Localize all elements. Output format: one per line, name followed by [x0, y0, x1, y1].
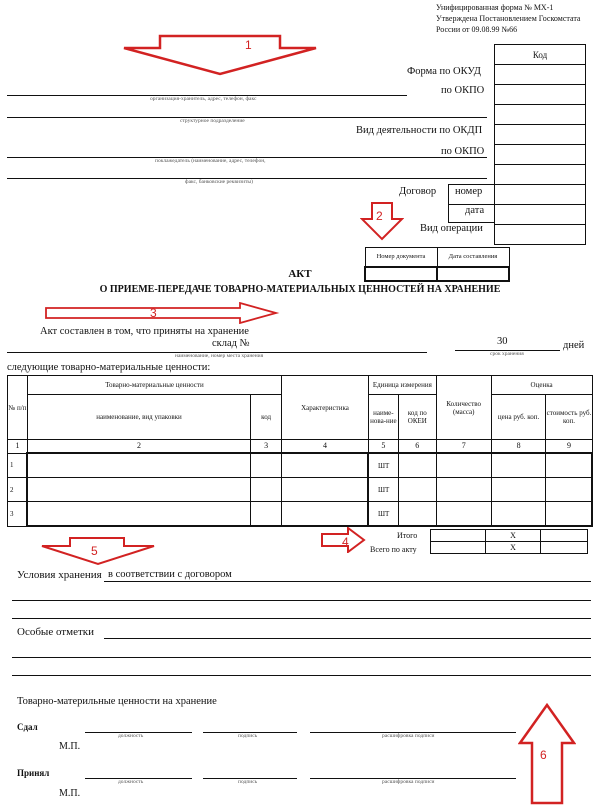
- code-okdp[interactable]: [495, 125, 586, 145]
- col-code-header: код: [251, 395, 282, 440]
- annotation-1: 1: [245, 38, 252, 52]
- position-caption: должность: [118, 733, 144, 739]
- annotation-2: 2: [376, 209, 383, 223]
- warehouse-label: склад №: [212, 338, 250, 349]
- form-line-1: Унифицированная форма № МХ-1: [436, 3, 554, 12]
- col-num-header: № п/п: [8, 376, 28, 440]
- code-contract-date[interactable]: [495, 205, 586, 225]
- notes-line[interactable]: [104, 638, 591, 639]
- received-label: Принял: [17, 768, 50, 778]
- org-caption: организация-хранитель, адрес, телефон, факс: [150, 96, 257, 102]
- arrow-down-icon: [38, 536, 158, 566]
- cell-cost[interactable]: [546, 453, 592, 478]
- okpo2-label: по ОКПО: [441, 146, 485, 157]
- col-number: 9: [546, 440, 592, 454]
- col-number: 6: [398, 440, 436, 454]
- cell-name[interactable]: [27, 502, 250, 527]
- column-number-row: [8, 440, 593, 454]
- storage-line-3[interactable]: [12, 618, 591, 619]
- cell-char[interactable]: [282, 502, 369, 527]
- row-number: 2: [8, 478, 28, 502]
- totals-table: [430, 529, 588, 554]
- col-number: 5: [368, 440, 398, 454]
- cell-qty[interactable]: [436, 478, 491, 502]
- table-row: [8, 453, 593, 478]
- goods-table: [7, 375, 593, 527]
- code-table: [494, 44, 586, 245]
- cell-code[interactable]: [251, 478, 282, 502]
- division-line[interactable]: [7, 117, 487, 118]
- cell-price[interactable]: [491, 478, 546, 502]
- col-okei-header: код по ОКЕИ: [398, 395, 436, 440]
- col-number: 8: [491, 440, 546, 454]
- col-price-header: цена руб. коп.: [491, 395, 546, 440]
- group-eval-header: Оценка: [491, 376, 592, 395]
- col-char-header: Характеристика: [282, 376, 369, 440]
- cell-code[interactable]: [251, 453, 282, 478]
- storage-line: [104, 581, 591, 582]
- cell-char[interactable]: [282, 478, 369, 502]
- cell-cost[interactable]: [546, 478, 592, 502]
- contract-label: Договор: [399, 186, 437, 197]
- total-act-label: Всего по акту: [370, 545, 417, 554]
- depositor-caption: поклажедатель (наименование, адрес, телефон,: [155, 158, 266, 164]
- cell-price[interactable]: [491, 502, 546, 527]
- bank-caption: факс, банковские реквизиты): [185, 179, 253, 185]
- cell-unit[interactable]: ШТ: [368, 478, 398, 502]
- code-header: Код: [495, 45, 586, 65]
- decoding-caption: расшифровка подписи: [382, 779, 435, 785]
- okdp-label: Вид деятельности по ОКДП: [356, 125, 483, 136]
- form-line-2: Утверждена Постановлением Госкомстата: [436, 14, 581, 23]
- notes-line-3[interactable]: [12, 675, 591, 676]
- arrow-right-icon: [44, 302, 280, 324]
- act-subtitle: О ПРИЕМЕ-ПЕРЕДАЧЕ ТОВАРНО-МАТЕРИАЛЬНЫХ ЦЕННОСТЕЙ НА ХРАНЕНИЕ: [99, 284, 501, 295]
- operation-label: Вид операции: [420, 223, 483, 234]
- row-number: 1: [8, 453, 28, 478]
- storage-term-caption: срок хранения: [490, 351, 524, 357]
- code-contract-number[interactable]: [495, 185, 586, 205]
- notes-line-2[interactable]: [12, 657, 591, 658]
- col-unit-name-header: наиме-нова-ние: [368, 395, 398, 440]
- cell-code[interactable]: [251, 502, 282, 527]
- total-act-qty[interactable]: [431, 542, 486, 554]
- signatures-heading: Товарно-материльные ценности на хранение: [17, 696, 217, 707]
- notes-label: Особые отметки: [17, 626, 94, 638]
- cell-qty[interactable]: [436, 453, 491, 478]
- cell-unit[interactable]: ШТ: [368, 502, 398, 527]
- okud-label: Форма по ОКУД: [407, 66, 481, 77]
- doc-number-header: Номер документа: [365, 248, 437, 268]
- col-number: 4: [282, 440, 369, 454]
- cell-okei[interactable]: [398, 478, 436, 502]
- code-okpo[interactable]: [495, 85, 586, 105]
- cell-okei[interactable]: [398, 502, 436, 527]
- col-name-header: наименование, вид упаковки: [27, 395, 250, 440]
- code-empty[interactable]: [495, 105, 586, 125]
- annotation-5: 5: [91, 544, 98, 558]
- row-number: 3: [8, 502, 28, 527]
- position-caption: должность: [118, 779, 144, 785]
- cell-name[interactable]: [27, 453, 250, 478]
- col-number: 1: [8, 440, 28, 454]
- form-line-3: России от 09.08.99 №66: [436, 25, 518, 34]
- total-x1: X: [486, 530, 541, 542]
- col-number: 7: [436, 440, 491, 454]
- act-title: АКТ: [288, 268, 312, 280]
- arrow-down-icon: [120, 34, 320, 76]
- handed-label: Сдал: [17, 722, 38, 732]
- arrow-up-icon: [518, 703, 576, 805]
- code-okud[interactable]: [495, 65, 586, 85]
- division-caption: структурное подразделение: [180, 118, 245, 124]
- storage-days-value[interactable]: 30: [497, 336, 508, 347]
- cell-qty[interactable]: [436, 502, 491, 527]
- storage-line-2[interactable]: [12, 600, 591, 601]
- group-tmc-header: Товарно-материальные ценности: [27, 376, 281, 395]
- cell-name[interactable]: [27, 478, 250, 502]
- stamp-place-2: М.П.: [59, 788, 81, 799]
- storage-label: Условия хранения: [17, 569, 102, 581]
- cell-cost[interactable]: [546, 502, 592, 527]
- okpo-label: по ОКПО: [441, 85, 485, 96]
- annotation-6: 6: [540, 748, 547, 762]
- annotation-4: 4: [342, 535, 349, 549]
- col-number: 3: [251, 440, 282, 454]
- table-row: [8, 478, 593, 502]
- days-label: дней: [563, 340, 585, 351]
- cell-char[interactable]: [282, 453, 369, 478]
- total-qty[interactable]: [431, 530, 486, 542]
- storage-value[interactable]: в соответствии с договором: [108, 569, 232, 580]
- number-label: номер: [455, 186, 483, 197]
- signature-caption: подпись: [238, 779, 258, 785]
- col-number: 2: [27, 440, 250, 454]
- code-operation[interactable]: [495, 225, 586, 245]
- stamp-place-1: М.П.: [59, 741, 81, 752]
- cell-price[interactable]: [491, 453, 546, 478]
- cell-unit[interactable]: ШТ: [368, 453, 398, 478]
- total-cost[interactable]: [541, 530, 588, 542]
- col-cost-header: стоимость руб. коп.: [546, 395, 592, 440]
- col-qty-header: Количество (масса): [436, 376, 491, 440]
- table-row: [8, 502, 593, 527]
- intro-line: Акт составлен в том, что приняты на хранение: [40, 326, 249, 337]
- group-unit-header: Единица измерения: [368, 376, 436, 395]
- total-label: Итого: [397, 531, 418, 540]
- annotation-3: 3: [150, 306, 157, 320]
- doc-date-header: Дата составления: [437, 248, 509, 268]
- following-label: следующие товарно-материальные ценности:: [7, 362, 211, 373]
- warehouse-caption: наименование, номер места хранения: [175, 353, 264, 359]
- code-okpo2[interactable]: [495, 145, 586, 165]
- date-label: дата: [465, 205, 485, 216]
- signature-caption: подпись: [238, 733, 258, 739]
- total-act-cost[interactable]: [541, 542, 588, 554]
- decoding-caption: расшифровка подписи: [382, 733, 435, 739]
- cell-okei[interactable]: [398, 453, 436, 478]
- code-empty-2[interactable]: [495, 165, 586, 185]
- total-act-x2: X: [486, 542, 541, 554]
